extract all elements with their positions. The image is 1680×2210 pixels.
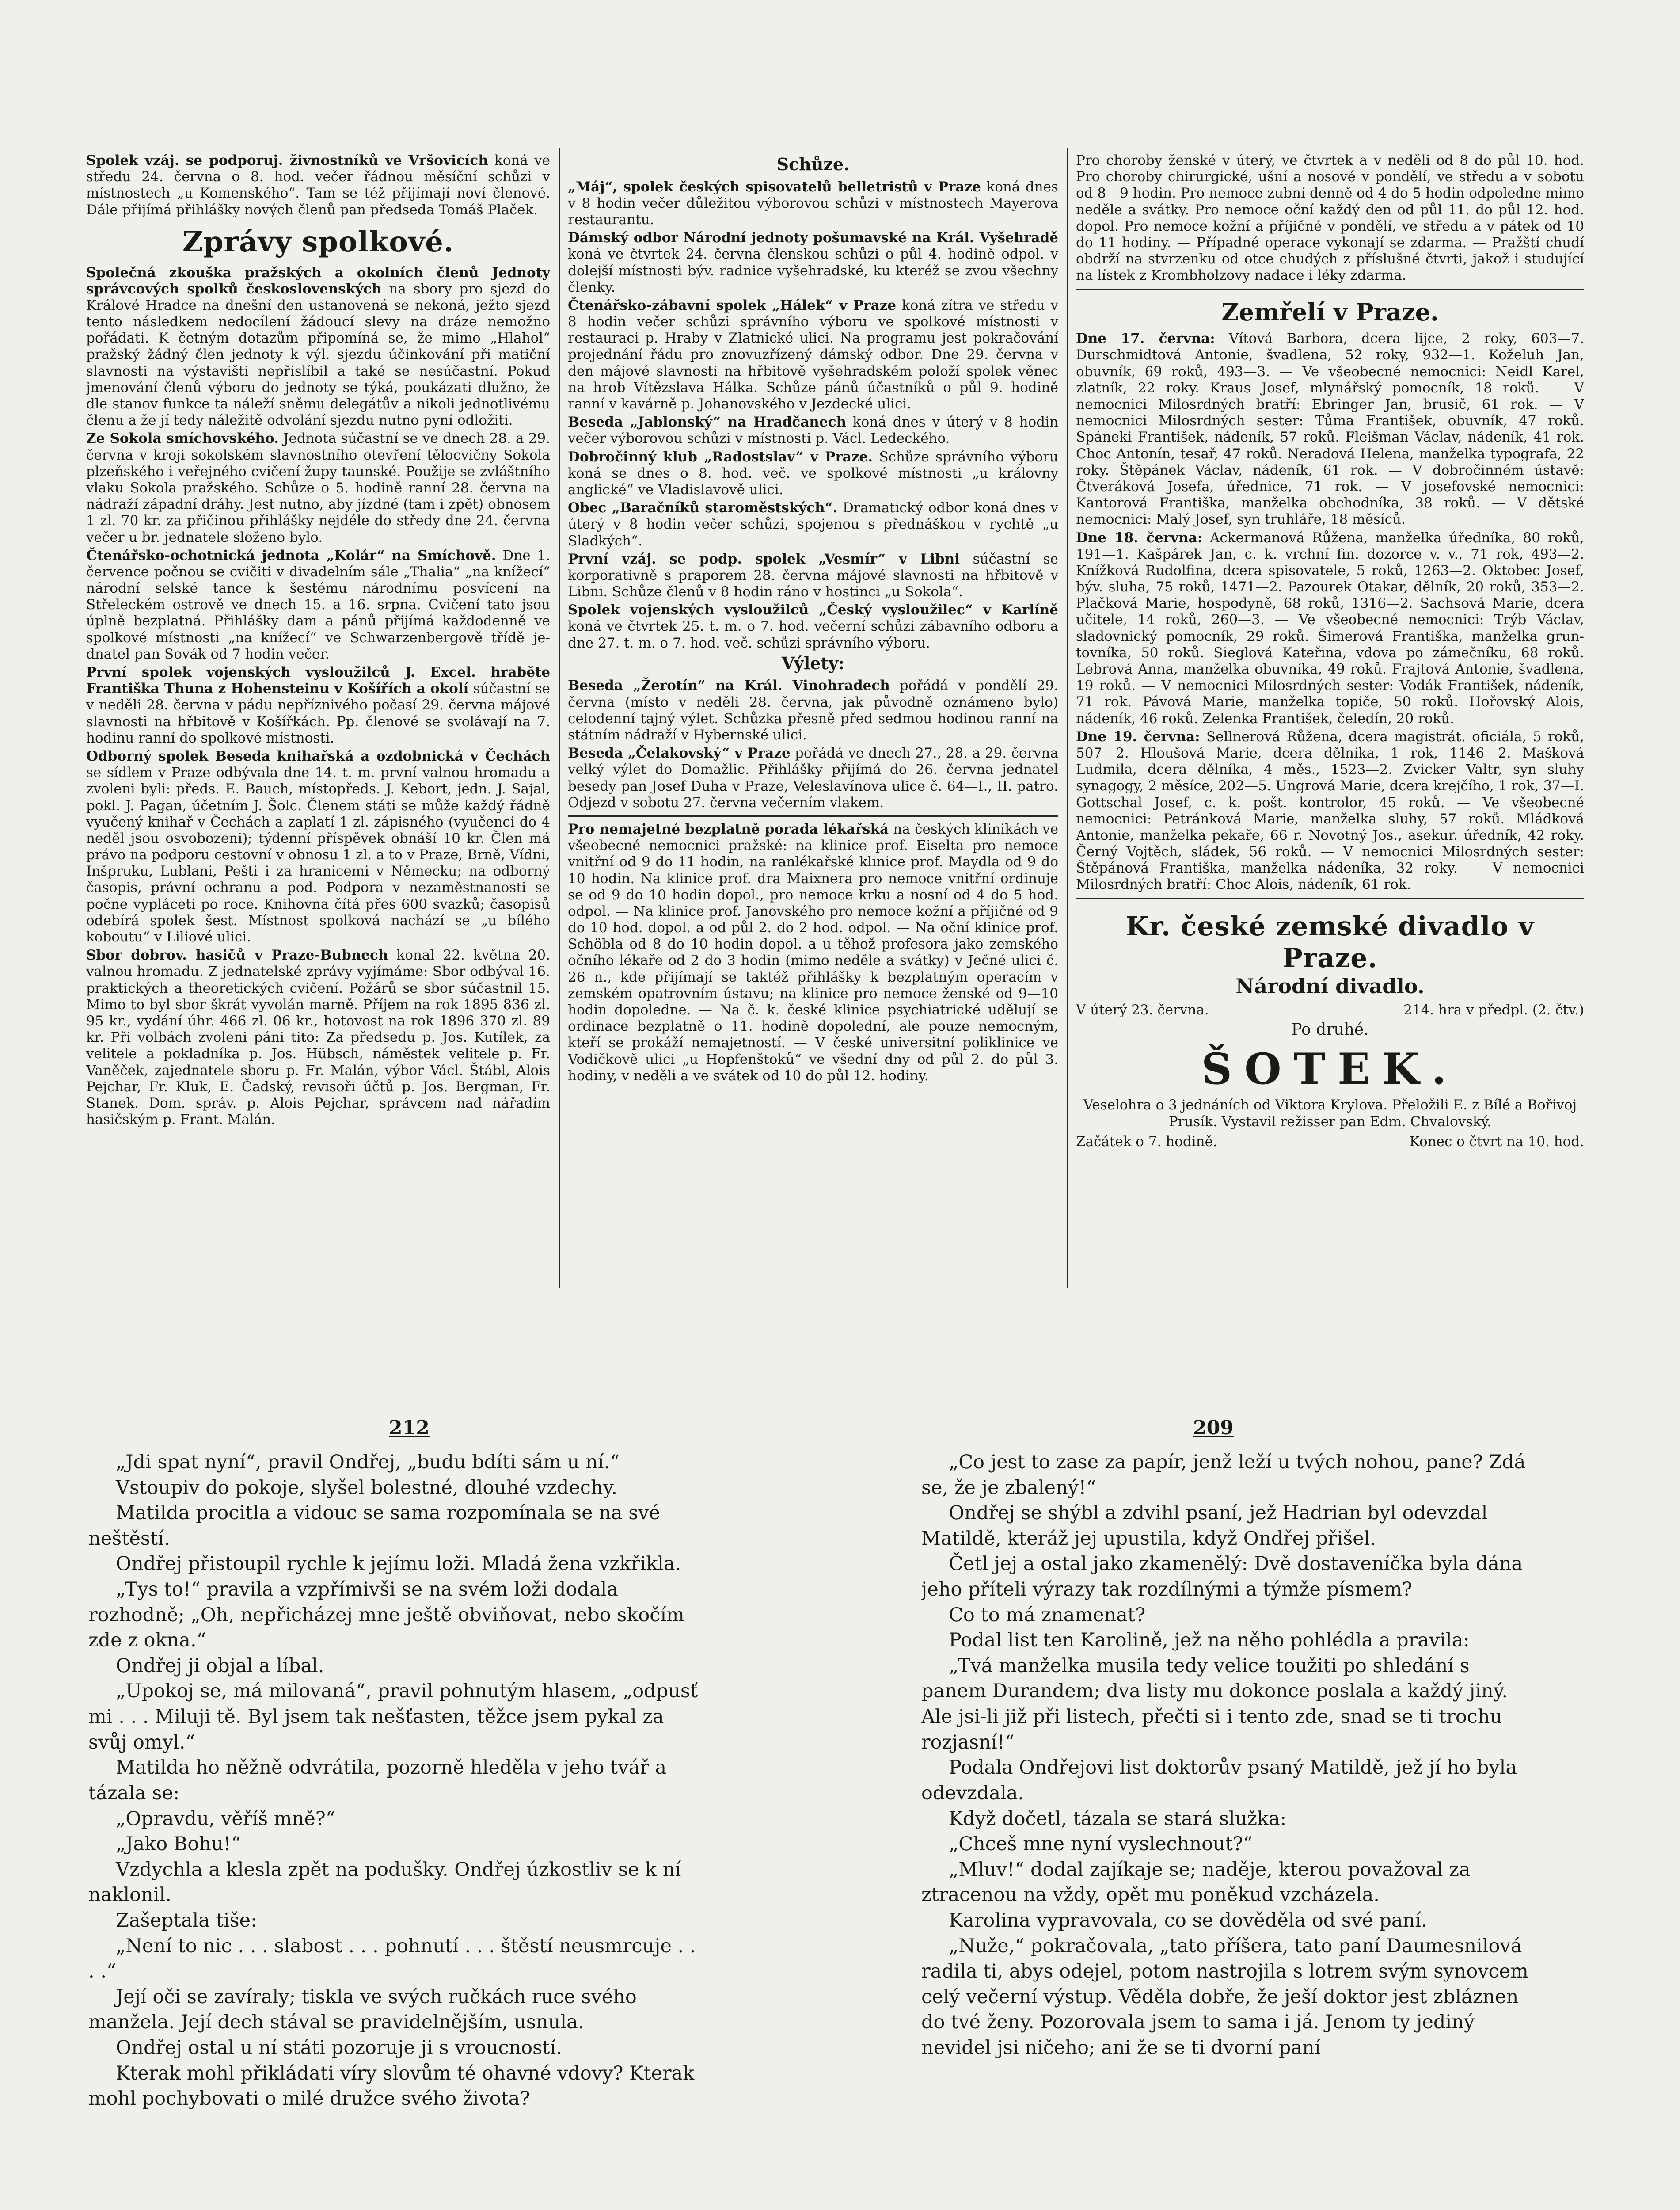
- notice-item: [86, 664, 550, 747]
- notice-item: [86, 947, 550, 1128]
- notices-spolkove: [86, 265, 550, 1128]
- notice-text: se sídlem v Praze odbývala dne 14. t. m. první valnou hromadu a zvoleni byli: předs. E. Bauch, místopředs. J. Kebort, jedn. J. Sajal, pokl. J. Pagan, účetním J. Šolc. Členem státi se může každý řádně vyučený knihař v Čechách a zaplatí 1 zl. zápisného (vyučenci do 4 neděl jsou osvobozeni); týdenní příspěvek obnáší 10 kr. Člen má právo na podporu cestovní v obnosu 1 zl. a to v Praze, Brně, Vídni, Inšpruku, Lublani, Pešti i za hranicemi v Německu; na odborný časopis, právní ochranu a pod. Podpora v nezaměstnanosti se počne vypláceti po roce. Knihovna čítá přes 600 svazků; časopisů odebírá spolek šest. Místnost spolková nachází se „u bílého koboutu“ v Liliové ulici.: [86, 765, 550, 945]
- notice-item: [568, 500, 1058, 549]
- notice-text: Dramatický odbor koná dnes v úterý v 8 hodin večer schůzi, spojenou s přednáškou v rychtě „u Sladkých“.: [568, 500, 1058, 549]
- notice-text: koná ve středu 24. června o 8. hod. večer řádnou měsíční schůzi v místnostech „u Komenského“. Tam se též přijímají noví členové. Dále přijímá přihlášky nových členů pan předseda Tomáš Plaček.: [86, 152, 550, 218]
- story-paragraph: Ondřej se shýbl a zdvihl psaní, jež Hadrian byl odevzdal Matildě, kteráž jej upustila, když Ondřej přišel.: [921, 1502, 1488, 1550]
- medical-continuation: Pro choroby ženské v úterý, ve čtvrtek a v neděli od 8 do půl 10. hod. Pro choroby chirurgické, ušní a nosové v pondělí, ve středu a v sobotu od 8—9 hodin. Pro nemoce zubní denně od 4 do 5 hodin odpoledne mimo neděle a svátky. Pro nemoce oční každý den od půl 11. do půl 12. hod. dopol. Pro nemoce kožní a příjičné v pondělí, ve středu a v pátek od 10 do 11 hodiny. — Případné operace vykonají se zdarma. — Pražští chudí obdrží na stvrzenku od otce chudých z příslušné čtvrti, jakož i studující na lístek z Krombholzovy nadace i léky zdarma.: [1076, 152, 1584, 284]
- notice-item: [86, 152, 550, 218]
- notice-text: pořádá v pondělí 29. června (místo v neděli 28. června, jak původně oznámeno bylo) celodenní tajný výlet. Schůzka přesně před sedmou hodinou ranní na státním nádraží v Hybernské ulici.: [568, 678, 1058, 743]
- notice-lead: Beseda „Čelakovský“ v Praze: [568, 745, 791, 762]
- notice-lead: Dne 17. června:: [1076, 331, 1215, 347]
- story-paragraph: „Jdi spat nyní“, pravil Ondřej, „budu bdíti sám u ní.“: [116, 1451, 620, 1473]
- notice-item: [1076, 729, 1584, 893]
- notice-text: koná zítra ve středu v 8 hodin večer schůzi správního výboru ve spolkové místnosti v restauraci p. Hraby v Zlatnické ulici. Na programu jest pokračování projednání řádu pro znovuzřízený dámský odbor. Dne 29. června v den májové slavnosti na hřbitově vyšehradském položí spolek věnec na hrob Vítězslava Hálka. Schůze pánů účastníků o půl 9. hodině ranní v kavárně p. Johanovského v Jezdecké ulici.: [568, 297, 1058, 412]
- notice-lead: Dámský odbor Národní jednoty pošumavské na Král. Vyšehradě: [568, 230, 1058, 246]
- notice-lead: Sbor dobrov. hasičů v Praze-Bubnech: [86, 947, 388, 964]
- heading-zemreli: Zemřelí v Praze.: [1221, 297, 1439, 326]
- notice-text: Schůze správního výboru koná se dnes o 8. hod. več. ve spolkové místnosti „u královny anglické“ ve Vladislavově ulici.: [568, 449, 1058, 498]
- notice-item: [86, 265, 550, 429]
- section-divider: [568, 815, 1058, 817]
- notice-text: súčastní se korporativně s praporem 28. června májové slavnosti na hřbitově v Libni. Schůze členů v 8 hodin ráno v hostinci „u Sokola“.: [568, 551, 1058, 600]
- story-paragraph: Co to má znamenat?: [949, 1604, 1146, 1626]
- notice-text: koná ve čtvrtek 25. t. m. o 7. hod. večerní schůzi zábavního odboru a dne 27. t. m. o 7. hod. več. schůzi správního výboru.: [568, 618, 1058, 651]
- notice-item: [568, 678, 1058, 743]
- notice-item: [568, 551, 1058, 601]
- theatre-drama: Po druhé.: [1291, 1021, 1369, 1039]
- story-paragraph: „Mluv!“ dodal zajíkaje se; naděje, kterou považoval za ztracenou na vždy, opět mu poněkud vzcházela.: [921, 1858, 1471, 1906]
- notice-lead: Beseda „Žerotín“ na Král. Vinohradech: [568, 678, 890, 694]
- notice-text: konal 22. května 20. valnou hromadu. Z jednatelské zprávy vyjímáme: Sbor odbýval 16. praktických a theoretických cvičení. Požárů se sbor súčastnil 15. Mimo to byl sbor škrát vyvolán marně. Příjem na rok 1895 836 zl. 95 kr., vydání úhr. 466 zl. 06 kr., hotovost na rok 1896 370 zl. 89 kr. Při volbách zvoleni páni tito: Za předsedu p. Jos. Kutílek, za velitele a pokladníka p. Jos. Hübsch, náměstek velitele p. Fr. Vaněček, zajednatele sboru p. Fr. Malán, výbor Václ. Štábl, Alois Pejchar, Fr. Kluk, E. Čadský, revisoři účtů p. Jos. Bergman, Fr. Stanek. Dom. správ. p. Alois Pejchar, správcem nad nářadím hasičským p. Frant. Malán.: [86, 947, 550, 1128]
- notice-item: [568, 449, 1058, 499]
- story-paragraph: Kterak mohl přikládati víry slovům té ohavné vdovy? Kterak mohl pochybovati o milé družce svého života?: [88, 2062, 695, 2110]
- column-divider: [559, 148, 560, 1288]
- notice-lead: Obec „Baračníků staroměstských“.: [568, 500, 838, 516]
- notice-item: [86, 548, 550, 663]
- notice-lead: Čtenářsko-zábavní spolek „Hálek“ v Praze: [568, 297, 897, 313]
- story-paragraph: Vstoupiv do pokoje, slyšel bolestné, dlouhé vzdechy.: [116, 1476, 617, 1499]
- notice-text: koná dnes v úterý v 8 hodin večer výborovou schůzi v místnosti p. Václ. Ledeckého.: [568, 414, 1058, 447]
- notice-text: Vítová Barbora, dcera lijce, 2 roky, 603—7. Durschmidtová Antonie, švadlena, 52 roky, 932—1. Koželuh Jan, obuvník, 69 roků, 493—3. — Ve všeobecné nemocnici: Neidl Karel, zlatník, 22 roky. Kraus Josef, mlynářský pomocník, 18 roků. — V nemocnici Milosrdných bratří: Ebringer Jan, brusič, 61 rok. — V nemocnici Milosrdných sester: Tůma František, obuvník, 47 roků. Spáneki František, nádeník, 57 roků. Fleišman Václav, nádeník, 41 rok. Choc Antonín, tesař, 47 roků. Neradová Helena, manželka typografa, 22 roky. Štěpánek Václav, nádeník, 61 rok. — V dobročinném ústavě: Čtveráková Josefa, úřednice, 71 rok. — V josefovské nemocnici: Kantorová Františka, manželka obchodníka, 38 roků. — V dětské nemocnici: Malý Josef, syn truhláře, 18 měsíců.: [1076, 331, 1584, 528]
- theatre-performance: 214. hra v předpl. (2. čtv.): [1403, 1002, 1584, 1018]
- page-number-right: 209: [1193, 1417, 1234, 1439]
- story-paragraph: „Opravdu, věříš mně?“: [116, 1807, 335, 1830]
- notice-lead: „Máj“, spolek českých spisovatelů belletristů v Praze: [568, 179, 981, 195]
- notice-lead: Ze Sokola smíchovského.: [86, 431, 279, 447]
- notice-lead: Dne 18. června:: [1076, 530, 1203, 546]
- notice-item: [568, 297, 1058, 412]
- notice-item: [1076, 331, 1584, 528]
- story-paragraph: Vzdychla a klesla zpět na podušky. Ondřej úzkostliv se k ní naklonil.: [88, 1858, 681, 1906]
- notice-lead: Dobročinný klub „Radostslav“ v Praze.: [568, 449, 873, 465]
- story-paragraph: „Tvá manželka musila tedy velice toužiti po shledání s panem Durandem; dva listy mu dokonce poslala a každý jiný. Ale jsi-li již při listech, přečti si i tento zde, snad se ti trochu rozjasní!“: [921, 1654, 1508, 1753]
- notice-item: [568, 230, 1058, 296]
- story-paragraph: Matilda ho něžně odvrátila, pozorně hleděla v jeho tvář a tázala se:: [88, 1757, 667, 1804]
- section-divider: [1076, 898, 1584, 899]
- notice-lead: První spolek vojenských vysloužilců J. Excel. hraběte Františka Thuna z Hohensteinu v Košířích a okolí: [86, 664, 550, 697]
- heading-vylety: Výlety:: [781, 653, 845, 673]
- story-paragraph: „Upokoj se, má milovaná“, pravil pohnutým hlasem, „odpusť mi . . . Miluji tě. Byl jsem tak nešťasten, těžce jsem pykal za svůj omyl.“: [88, 1680, 698, 1753]
- notice-item: [568, 745, 1058, 811]
- story-right-page: [921, 1450, 1531, 2210]
- notice-item: [568, 179, 1058, 229]
- notice-text: Sellnerová Růžena, dcera magistrát. oficiála, 5 roků, 507—2. Hloušová Marie, dcera dělníka, 1 rok, 1146—2. Mašková Ludmila, dcera dělníka, 4 měs., 1523—2. Zvicker Valtr, syn sluhy synagogy, 2 měsíce, 202—5. Ungrová Marie, dcera krejčího, 1 rok, 37—I. Gottschal Josef, c. k. pošt. kontrolor, 45 roků. — Ve všeobecné nemocnici: Petránková Marie, manželka sluhy, 57 roků. Mládková Antonie, manželka pekaře, 66 r. Novotný Jos., asekur. úředník, 42 roky. Černý Vojtěch, sládek, 56 roků. — V nemocnici Milosrdných sester: Štěpánová Františka, manželka nádeníka, 32 roky. — V nemocnici Milosrdných bratří: Choc Alois, nádeník, 61 rok.: [1076, 728, 1584, 893]
- column-divider: [1067, 148, 1068, 1288]
- story-paragraph: Podal list ten Karolině, jež na něho pohlédla a pravila:: [949, 1629, 1470, 1652]
- column-schuze: [568, 152, 1058, 1302]
- notice-item: [568, 414, 1058, 447]
- theatre-title: Kr. české zemské divadlo v Praze.: [1125, 911, 1535, 974]
- notices-top: [86, 152, 550, 218]
- column-spolky: [86, 152, 550, 1302]
- story-paragraph: Karolina vypravovala, co se dověděla od své paní.: [949, 1909, 1427, 1932]
- notices-schuze: [568, 179, 1058, 652]
- story-paragraph: „Není to nic . . . slabost . . . pohnutí . . . štěstí neusmrcuje . . . .“: [88, 1935, 696, 1983]
- notice-text: pořádá ve dnech 27., 28. a 29. června velký výlet do Domažlic. Přihlášky přijímá do 26. června jednatel besedy pan Josef Duha v Praze, Veleslavínova ulice č. 64—I., II. patro. Odjezd v sobotu 27. června večerním vlakem.: [568, 745, 1058, 811]
- notice-medical: Pro nemajetné bezplatně porada lékařská na českých klinikách ve všeobecné nemocnici pražské: na klinice prof. Eiselta pro nemoce vnitřní od 9 do 11 hodin, na ranlékařské klinice prof. Maydla od 9 do 10 hodin. Na klinice prof. dra Maixnera pro nemoce vnitřní ordinuje se od 9 do 10 hodin dopol., pro nemoce krku a nosní od 4 do 5 hod. odpol. — Na klinice prof. Janovského pro nemoce kožní a příjičné od 9 do 10 hod. dopol. a od půl 2. do 2 hod. odpol. — Na oční klinice prof. Schöbla od 8 do 10 hodin dopol. a u těhož profesora jako zemského očního lékaře od 2 do 3 hodin (mimo neděle a svátky) v Ječné ulici č. 26 n., kde přijímají se taktéž přihlášky k bezplatným operacím v zemském opatrovním ústavu; na klinice pro nemoce ženské od 9—10 hodin dopoledne. — Na č. k. české klinice psychiatrické udělují se ordinace bezplatně o 11. hodině dopolední, ale pouze nemocným, kteří se prokáží nemajetností. — V české universitní poliklinice ve Vodičkově ulici „u Hopfenštoků“ ve všední dny od půl 2. do půl 3. hodiny, v neděli a ve svátek od 10 do půl 12. hodiny.: [568, 821, 1058, 1084]
- notice-item: [568, 602, 1058, 652]
- notices-vylety: [568, 678, 1058, 811]
- theatre-date-row: [1076, 1002, 1584, 1018]
- story-paragraph: Matilda procitla a vidouc se sama rozpomínala se na své neštěstí.: [88, 1502, 661, 1550]
- theatre-times-row: [1076, 1134, 1584, 1150]
- story-paragraph: Ondřej ostal u ní státi pozoruje ji s vroucností.: [116, 2037, 562, 2059]
- notice-lead: Společná zkouška pražských a okolních členů Jednoty správcových spolků československých: [86, 264, 550, 297]
- page-number-left: 212: [389, 1417, 430, 1439]
- theatre-play-title: ŠOTEK.: [1201, 1044, 1459, 1094]
- notice-lead: Beseda „Jablonský“ na Hradčanech: [568, 414, 846, 431]
- theatre-end: Konec o čtvrt na 10. hod.: [1409, 1133, 1584, 1150]
- column-zemreli: [1076, 152, 1584, 1302]
- theatre-subtitle: Národní divadlo.: [1235, 974, 1425, 998]
- story-left-page: [88, 1450, 705, 2210]
- heading-schuze: Schůze.: [776, 154, 850, 174]
- notice-lead: Čtenářsko-ochotnická jednota „Kolár“ na Smíchově.: [86, 547, 496, 564]
- story-paragraph: Četl jej a ostal jako zkamenělý: Dvě dostaveníčka byla dána jeho příteli výrazy tak rozdílnými a týmže písmem?: [921, 1553, 1523, 1601]
- story-paragraph: Podala Ondřejovi list doktorův psaný Matildě, jež jí ho byla odevzdala.: [921, 1757, 1517, 1804]
- story-paragraph: „Jako Bohu!“: [116, 1833, 241, 1856]
- notice-item: [86, 748, 550, 945]
- theatre-start: Začátek o 7. hodině.: [1076, 1133, 1217, 1150]
- notice-item: [1076, 530, 1584, 727]
- story-paragraph: Ondřej ji objal a líbal.: [116, 1654, 324, 1677]
- story-paragraph: Její oči se zavíraly; tiskla ve svých ručkách ruce svého manžela. Její dech stával se pravidelnějším, usnula.: [88, 1985, 637, 2034]
- notice-lead: Dne 19. června:: [1076, 728, 1200, 745]
- notice-text: koná dnes v 8 hodin večer důležitou výborovou schůzi v místnostech Mayerova restaurantu.: [568, 179, 1058, 228]
- notice-text: Ackermanová Růžena, manželka úředníka, 80 roků, 191—1. Kašpárek Jan, c. k. vrchní fin. dozorce v. v., 71 rok, 493—2. Knížková Rudolfina, dcera spisovatele, 5 roků, 1263—2. Oktobec Josef, býv. sluha, 75 roků, 1471—2. Pazourek Otakar, dělník, 20 roků, 353—2. Plačková Marie, hospodyně, 68 roků, 1316—2. Sachsová Marie, dcera učitele, 14 roků, 260—3. — Ve všeobecné nemocnici: Trýb Václav, sladovnický pomocník, 29 roků. Šimerová Františka, manželka gruntovníka, 50 roků. Sieglová Kateřina, vdova po zámečníku, 68 roků. Lebrová Anna, manželka obuvníka, 49 roků. Frajtová Antonie, švadlena, 19 roků. — V nemocnici Milosrdných sester: Vodák František, nádeník, 71 rok. Pávová Marie, manželka topiče, 50 roků. Hořovský Alois, nádeník, 46 roků. Zelenka František, čeledín, 20 roků.: [1076, 530, 1584, 727]
- notice-lead: První vzáj. se podp. spolek „Vesmír“ v Libni: [568, 551, 960, 567]
- notice-text: Jednota súčastní se ve dnech 28. a 29. června v kroji sokolském slavnostního otevření tělocvičny Sokola plzeňského i veřejného cvičení župy taunské. Použije se zvláštního vlaku Sokola pražského. Schůze o 5. hodině ranní 28. června na nádraží západní dráhy. Jest nutno, aby jízdné (tam i zpět) obnosem 1 zl. 70 kr. za přičinou přihlášky nejdéle do středy dne 24. června večer u br. jednatele složeno bylo.: [86, 431, 550, 545]
- death-notices: [1076, 331, 1584, 893]
- notice-lead: Odborný spolek Beseda knihařská a ozdobnická v Čechách: [86, 748, 550, 764]
- notice-lead: Spolek vzáj. se podporuj. živnostníků ve Vršovicích: [86, 152, 488, 168]
- section-divider: [1076, 289, 1584, 290]
- theatre-announcement: [1076, 911, 1584, 1150]
- notice-text: súčastní se v neděli 28. června v pádu nepříznivého počasí 29. června májové slavnosti na hřbitově v Košířkách. Pp. členové se svolávají na 7. hodinu ranní do spolkové místnosti.: [86, 681, 550, 746]
- story-paragraph: Když dočetl, tázala se stará služka:: [949, 1807, 1287, 1830]
- story-paragraph: Ondřej přistoupil rychle k jejímu loži. Mladá žena vzkřikla.: [116, 1553, 681, 1575]
- story-paragraph: „Chceš mne nyní vyslechnout?“: [949, 1833, 1253, 1856]
- notice-text: Dne 1. července počnou se cvičiti v divadelním sále „Thalia“ „na knížecí“ národní selské tance k šestému národnímu posvícení na Střeleckém ostrově ve dnech 15. a 16. srpna. Cvičení tato jsou úplně bezplatná. Přihlášky dam a pánů přijímá každodenně ve spolkové místnosti „na knížecí“ ve Schwarzenbergově třídě jednatel pan Sovák od 7 hodin večer.: [86, 547, 550, 662]
- notice-item: [86, 431, 550, 545]
- story-paragraph: „Tys to!“ pravila a vzpřímivši se na svém loži dodala rozhodně; „Oh, nepřicházej mne ještě obviňovat, nebo skočím zde z okna.“: [88, 1578, 684, 1652]
- notice-text: na sbory pro sjezd do Králové Hradce na dnešní den ustanovená se nekoná, ježto sjezd tento následkem nedocílení žádoucí slevy na dráze nemožno pořádati. K četným dotazům připomíná se, že mimo „Hlahol“ pražský žádný člen jednoty k výl. sjezdu účinkování při matiční slavnosti na výstavišti nepřislíbil a také se nesúčastní. Pokud jmenování členů výboru do jednoty se týká, poukázati dlužno, že dle stanov funkce ta náleží sněmu delegátův a nikoli jednotlivému členu a že jí tedy náležitě odvolání sjezdu nutno pyní odložiti.: [86, 281, 550, 429]
- story-paragraph: „Co jest to zase za papír, jenž leží u tvých nohou, pane? Zdá se, že je zbalený!“: [921, 1451, 1526, 1499]
- notice-lead: Spolek vojenských vysloužilců „Český vysloužilec“ v Karlíně: [568, 602, 1058, 618]
- theatre-description: Veselohra o 3 jednáních od Viktora Krylova. Přeložili E. z Bílé a Bořivoj Prusík. Vystavil režisser pan Edm. Chvalovský.: [1083, 1097, 1577, 1130]
- story-paragraph: „Nuže,“ pokračovala, „tato příšera, tato paní Daumesnilová radila ti, abys odejel, potom nastrojila s lotrem svým synovcem celý večerní výstup. Věděla dobře, že ješí doktor jest zbláznen do tvé ženy. Pozorovala jsem to sama i já. Jenom ty jediný nevidel jsi ničeho; ani že se ti dvorní paní: [921, 1935, 1528, 2059]
- notice-text: koná ve čtvrtek 24. června členskou schůzi o půl 4. hodině odpol. v dolejší místnosti býv. radnice vyšehradské, ku kteréž se zvou všechny členky.: [568, 246, 1058, 295]
- story-paragraph: Zašeptala tiše:: [116, 1909, 257, 1932]
- theatre-date: V úterý 23. června.: [1076, 1002, 1209, 1018]
- heading-zpravy-spolkove: Zprávy spolkové.: [182, 225, 454, 259]
